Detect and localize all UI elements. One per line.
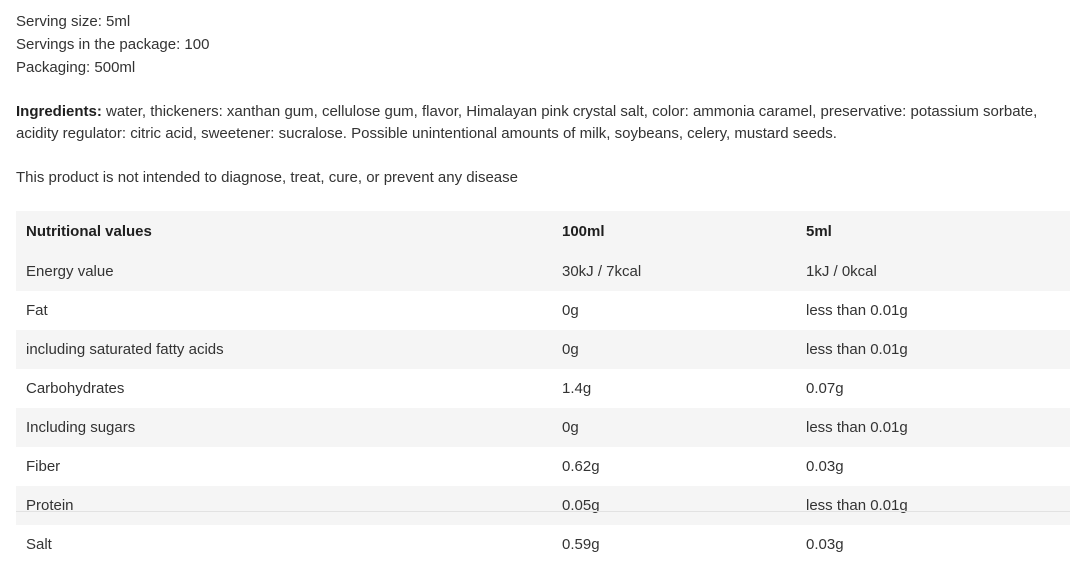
ingredients-paragraph	[16, 101, 1070, 145]
table-row	[16, 291, 1070, 330]
table-row	[16, 369, 1070, 408]
table-row	[16, 408, 1070, 447]
ingredients-label: Ingredients:	[16, 103, 102, 120]
table-row	[16, 330, 1070, 369]
column-header-5ml: 5ml	[796, 211, 1070, 252]
nutrition-table-head	[16, 211, 1070, 252]
nutrient-value-5ml: less than 0.01g	[796, 291, 1070, 330]
nutrient-value-100ml: 0.59g	[552, 525, 796, 564]
nutrient-value-5ml: 1kJ / 0kcal	[796, 252, 1070, 291]
column-header-100ml: 100ml	[552, 211, 796, 252]
nutrient-value-100ml: 0g	[552, 291, 796, 330]
nutrient-value-100ml: 0g	[552, 408, 796, 447]
nutrient-name: including saturated fatty acids	[16, 330, 552, 369]
nutrient-name: Fat	[16, 291, 552, 330]
nutrient-value-100ml: 0g	[552, 330, 796, 369]
nutrient-value-5ml: 0.07g	[796, 369, 1070, 408]
nutrient-name: Fiber	[16, 447, 552, 486]
nutrient-value-5ml: 0.03g	[796, 447, 1070, 486]
servings-in-package: Servings in the package: 100	[16, 36, 210, 53]
ingredients-text: water, thickeners: xanthan gum, cellulose gum, flavor, Himalayan pink crystal salt, color: ammonia caramel, preservative: potassium sorbate, acidity regulator: citric acid, sweetener: sucralose. Possible unintentional amounts of milk, soybeans, celery, mustard seeds.	[16, 103, 1038, 142]
nutrient-name: Energy value	[16, 252, 552, 291]
nutrition-table-body	[16, 252, 1070, 564]
serving-size: Serving size: 5ml	[16, 13, 131, 30]
bottom-divider	[16, 511, 1070, 512]
nutrient-value-5ml: less than 0.01g	[796, 330, 1070, 369]
column-header-name: Nutritional values	[16, 211, 552, 252]
nutrient-name: Salt	[16, 525, 552, 564]
serving-info	[16, 0, 1070, 79]
nutrient-value-100ml: 1.4g	[552, 369, 796, 408]
table-row	[16, 525, 1070, 564]
nutrient-name: Including sugars	[16, 408, 552, 447]
nutrient-value-5ml: less than 0.01g	[796, 408, 1070, 447]
health-disclaimer: This product is not intended to diagnose, treat, cure, or prevent any disease	[16, 169, 518, 186]
nutrient-value-100ml: 0.62g	[552, 447, 796, 486]
table-header-row	[16, 211, 1070, 252]
nutrient-name: Protein	[16, 486, 552, 525]
nutrient-value-100ml: 0.05g	[552, 486, 796, 525]
nutrient-value-5ml: 0.03g	[796, 525, 1070, 564]
table-row	[16, 252, 1070, 291]
nutrient-name: Carbohydrates	[16, 369, 552, 408]
table-row	[16, 447, 1070, 486]
packaging: Packaging: 500ml	[16, 59, 136, 76]
nutrient-value-5ml: less than 0.01g	[796, 486, 1070, 525]
table-row	[16, 486, 1070, 525]
nutrient-value-100ml: 30kJ / 7kcal	[552, 252, 796, 291]
